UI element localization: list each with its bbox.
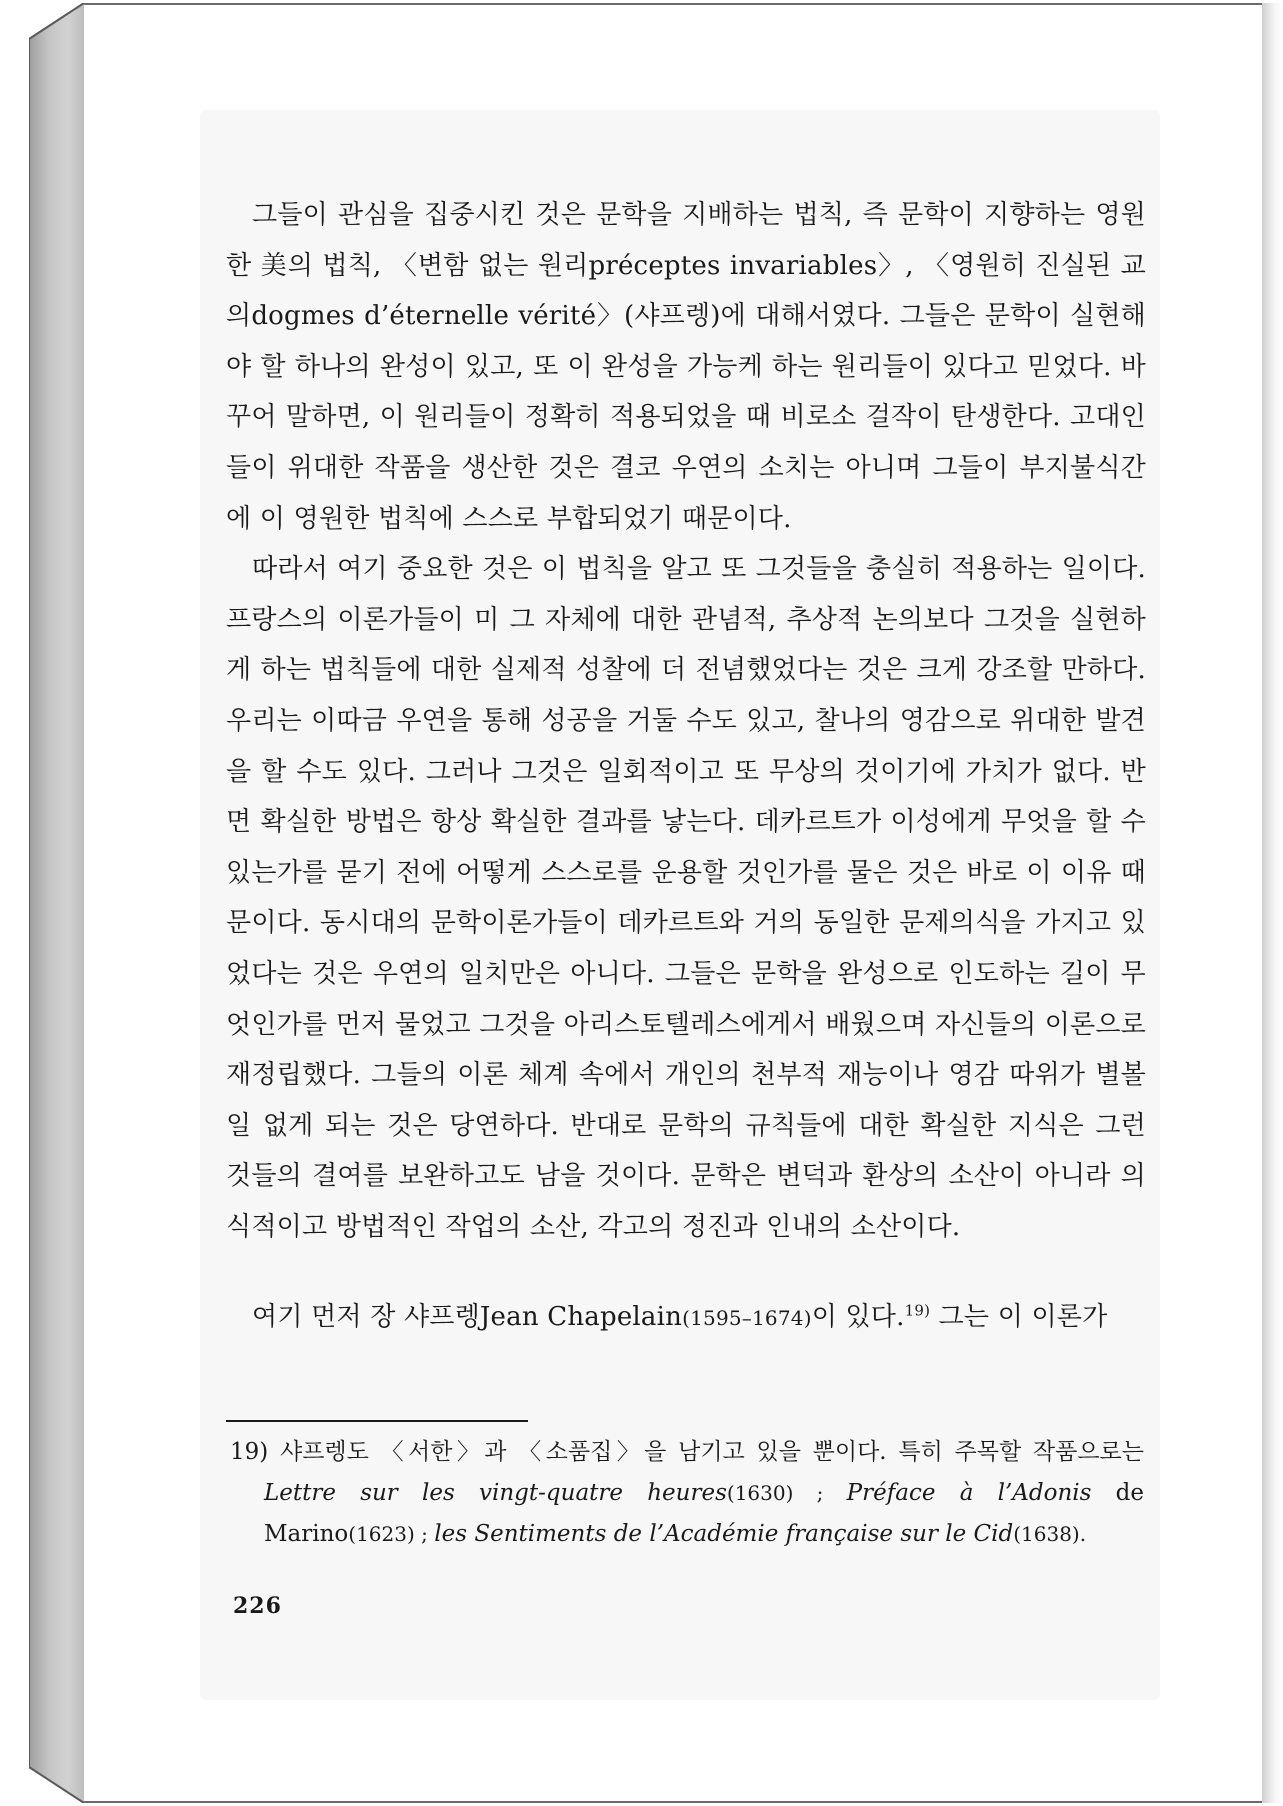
footnote-title-1: Lettre sur les vingt-quatre heures <box>264 1480 727 1506</box>
paragraph-3-mid: 이 있다. <box>811 1302 905 1333</box>
paragraph-2: 따라서 여기 중요한 것은 이 법칙을 알고 또 그것들을 충실히 적용하는 일이다. 프랑스의 이론가들이 미 그 자체에 대한 관념적, 추상적 논의보다 그것을 실현하게 하는 법칙들에 대한 실제적 성찰에 더 전념했었다는 것은 크게 강조할 만하다. 우리는 이따금 우연을 통해 성공을 거둘 수도 있고, 찰나의 영감으로 위대한 발견을 할 수도 있다. 그러나 그것은 일회적이고 또 무상의 것이기에 가치가 없다. 반면 확실한 방법은 항상 확실한 결과를 낳는다. 데카르트가 이성에게 무엇을 할 수 있는가를 묻기 전에 어떻게 스스로를 운용할 것인가를 물은 것은 바로 이 이유 때문이다. 동시대의 문학이론가들이 데카르트와 거의 동일한 문제의식을 가지고 있었다는 것은 우연의 일치만은 아니다. 그들은 문학을 완성으로 인도하는 길이 무엇인가를 먼저 물었고 그것을 아리스토텔레스에게서 배웠으며 자신들의 이론으로 재정립했다. 그들의 이론 체계 속에서 개인의 천부적 재능이나 영감 따위가 별볼일 없게 되는 것은 당연하다. 반대로 문학의 규칙들에 대한 확실한 지식은 그런 것들의 결여를 보완하고도 남을 것이다. 문학은 변덕과 환상의 소산이 아니라 의식적이고 방법적인 작업의 소산, 각고의 정진과 인내의 소산이다. <box>226 554 1146 1242</box>
footnote-number: 19) <box>230 1439 269 1465</box>
book-spine <box>29 3 84 1803</box>
page-edge-shadow <box>1262 3 1283 1803</box>
footnote-year-2: (1623) ; <box>348 1522 435 1546</box>
paragraph-3-end: 그는 이 이론가 <box>930 1302 1108 1333</box>
paragraph-3-dates: (1595–1674) <box>682 1306 812 1331</box>
footnote-year-3: (1638). <box>1013 1522 1087 1546</box>
footnote-text-2: de Marino <box>264 1480 1145 1547</box>
paragraph-1: 그들이 관심을 집중시킨 것은 문학을 지배하는 법칙, 즉 문학이 지향하는 영원한 美의 법칙, 〈변함 없는 원리préceptes invariables〉, 〈영원히 진실된 교의dogmes d’éternelle vérité〉(샤프렝)에 대해서였다. 그들은 문학이 실현해야 할 하나의 완성이 있고, 또 이 완성을 가능케 하는 원리들이 있다고 믿었다. 바꾸어 말하면, 이 원리들이 정확히 적용되었을 때 비로소 걸작이 탄생한다. 고대인들이 위대한 작품을 생산한 것은 결코 우연의 소치는 아니며 그들이 부지불식간에 이 영원한 법칙에 스스로 부합되었기 때문이다. <box>226 200 1146 534</box>
paragraph-gap <box>226 1252 1146 1292</box>
footnote-year-1: (1630) ; <box>726 1481 847 1505</box>
paragraph-3-start: 여기 먼저 장 샤프렝Jean Chapelain <box>252 1302 683 1333</box>
paragraph-3 <box>226 1292 1146 1344</box>
footnote-19 <box>230 1432 1144 1555</box>
footnote-divider <box>226 1420 528 1422</box>
footnote-reference: 19) <box>904 1301 931 1320</box>
body-text <box>226 190 1146 1344</box>
footnote-title-3: les Sentiments de l’Académie française sur le Cid <box>434 1521 1014 1547</box>
page-number: 226 <box>233 1593 282 1619</box>
footnote-title-2: Préface à l’Adonis <box>846 1480 1092 1506</box>
footnote-text-1: 샤프렝도 〈서한〉과 〈소품집〉을 남기고 있을 뿐이다. 특히 주목할 작품으로는 <box>279 1439 1144 1465</box>
